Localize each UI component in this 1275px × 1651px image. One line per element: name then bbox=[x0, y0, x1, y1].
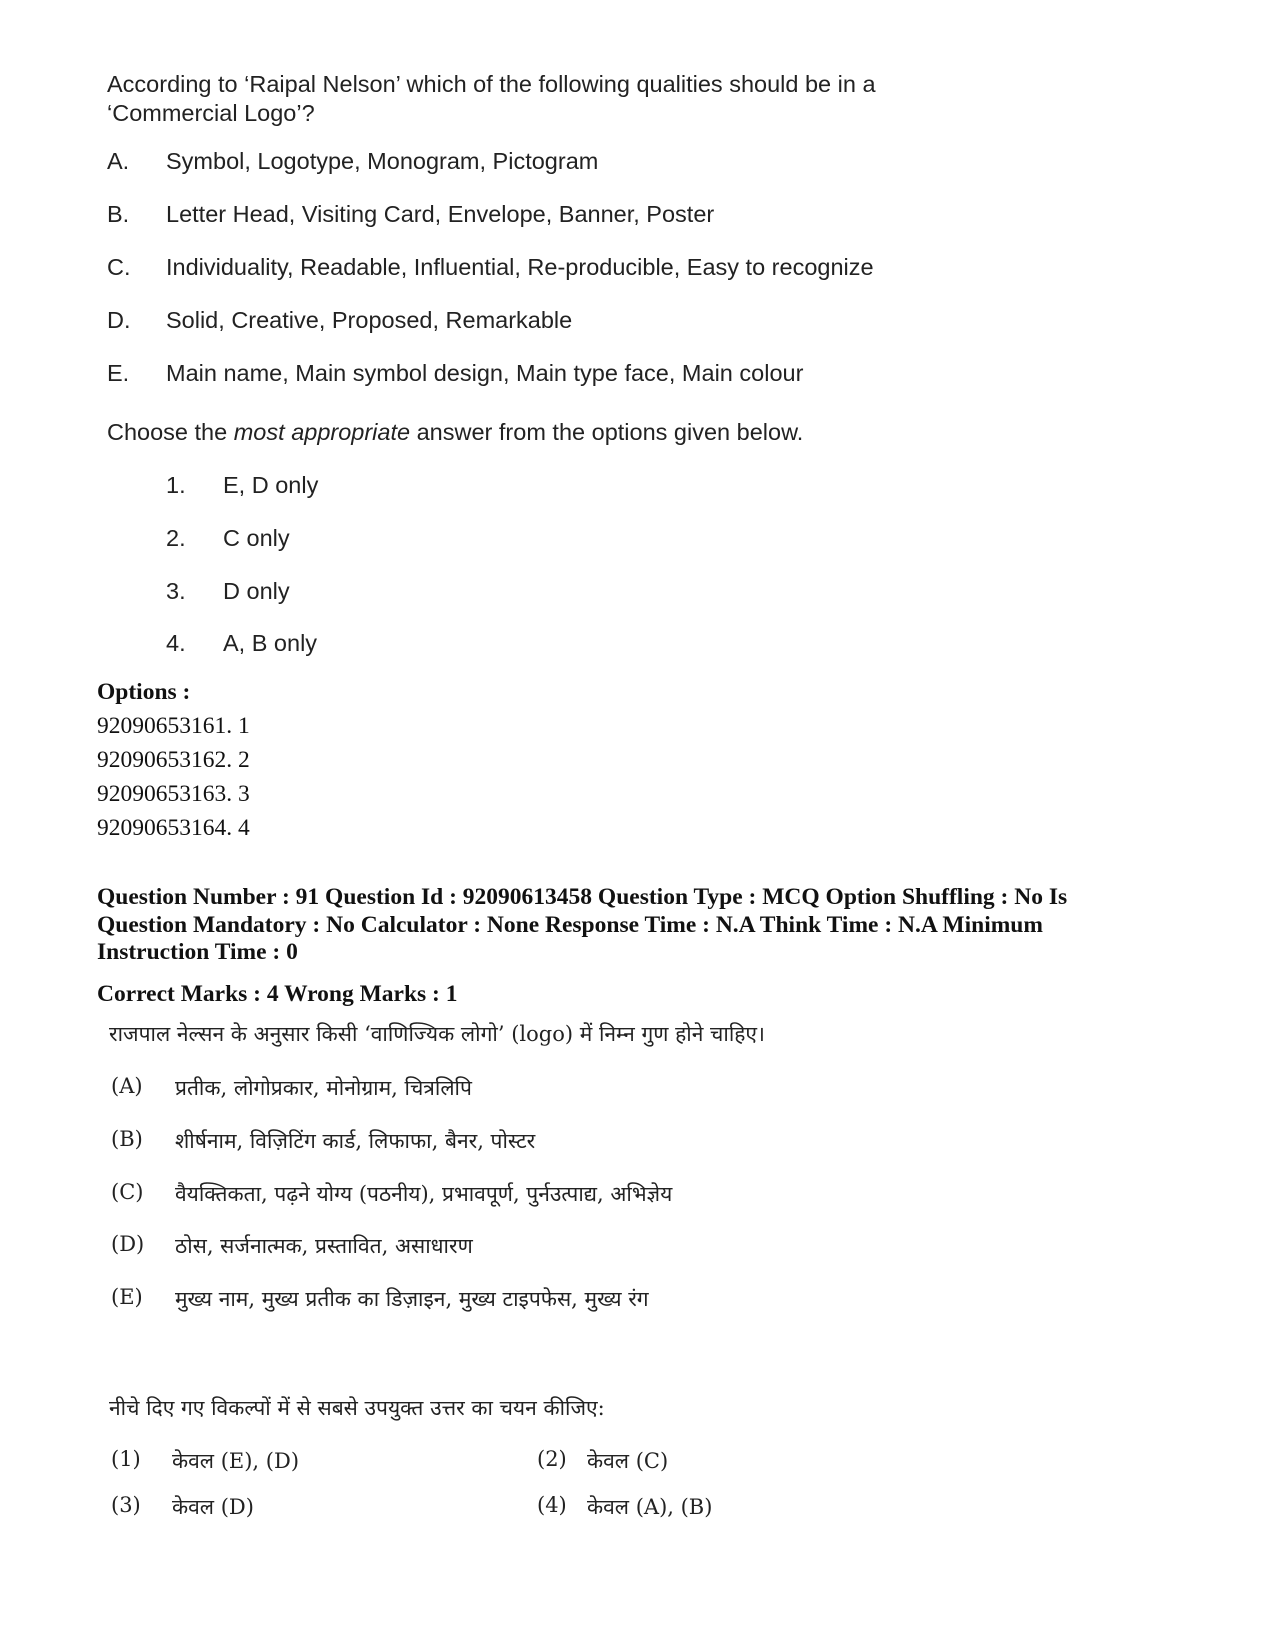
metadata-line: Question Number : 91 Question Id : 92090613458 Question Type : MCQ Option Shuffling : No Is bbox=[97, 884, 1068, 910]
option-item: 92090653164. 4 bbox=[97, 815, 250, 841]
answer-number: (3) bbox=[111, 1493, 141, 1517]
answer-number: 1. bbox=[166, 472, 186, 498]
statement-letter: B. bbox=[107, 201, 130, 227]
answer-number: (1) bbox=[111, 1447, 141, 1471]
marks-info: Correct Marks : 4 Wrong Marks : 1 bbox=[97, 981, 458, 1007]
answer-text: केवल (C) bbox=[587, 1449, 669, 1473]
choose-prefix: Choose the bbox=[107, 419, 234, 445]
answer-number: (4) bbox=[537, 1493, 567, 1517]
answer-number: (2) bbox=[537, 1447, 567, 1471]
statement-text: मुख्य नाम, मुख्य प्रतीक का डिज़ाइन, मुख्य टाइपफेस, मुख्य रंग bbox=[175, 1287, 649, 1311]
answer-text: D only bbox=[223, 578, 290, 604]
statement-text: ठोस, सर्जनात्मक, प्रस्तावित, असाधारण bbox=[175, 1234, 473, 1258]
option-item: 92090653162. 2 bbox=[97, 747, 250, 773]
statement-letter: A. bbox=[107, 148, 130, 174]
statement-letter: (C) bbox=[111, 1180, 144, 1204]
question-text: According to ‘Raipal Nelson’ which of the following qualities should be in a ‘Commercial Logo’? bbox=[107, 71, 876, 126]
statement-text: Individuality, Readable, Influential, Re-producible, Easy to recognize bbox=[166, 254, 874, 280]
answer-number: 4. bbox=[166, 630, 186, 656]
statement-letter: D. bbox=[107, 307, 131, 333]
question-english bbox=[107, 70, 1007, 656]
answer-text: C only bbox=[223, 525, 290, 551]
choose-instruction bbox=[107, 418, 803, 447]
statement-text: प्रतीक, लोगोप्रकार, मोनोग्राम, चित्रलिपि bbox=[175, 1076, 472, 1100]
statement-text: शीर्षनाम, विज़िटिंग कार्ड, लिफाफा, बैनर, पोस्टर bbox=[175, 1129, 536, 1153]
answer-text: केवल (A), (B) bbox=[587, 1495, 713, 1519]
option-item: 92090653161. 1 bbox=[97, 713, 250, 739]
statement-letter: (D) bbox=[111, 1232, 145, 1256]
answer-text: E, D only bbox=[223, 472, 319, 498]
answer-text: A, B only bbox=[223, 630, 318, 656]
statement-text: Symbol, Logotype, Monogram, Pictogram bbox=[166, 148, 599, 174]
statement-letter: (A) bbox=[111, 1074, 143, 1098]
statement-text: वैयक्तिकता, पढ़ने योग्य (पठनीय), प्रभावपूर्ण, पुर्नउत्पाद्य, अभिज्ञेय bbox=[175, 1182, 673, 1206]
statement-text: Letter Head, Visiting Card, Envelope, Banner, Poster bbox=[166, 201, 715, 227]
question-text-hindi: राजपाल नेल्सन के अनुसार किसी ‘वाणिज्यिक लोगो’ (logo) में निम्न गुण होने चाहिए। bbox=[109, 1022, 765, 1046]
statement-text: Solid, Creative, Proposed, Remarkable bbox=[166, 307, 573, 333]
answer-text: केवल (D) bbox=[172, 1495, 254, 1519]
answer-text: केवल (E), (D) bbox=[172, 1449, 300, 1473]
metadata-line: Question Mandatory : No Calculator : None Response Time : N.A Think Time : N.A Minimum bbox=[97, 911, 1043, 938]
answer-number: 2. bbox=[166, 525, 186, 551]
statement-letter: (E) bbox=[111, 1285, 143, 1309]
statement-letter: C. bbox=[107, 254, 131, 280]
choose-emphasis: most appropriate bbox=[233, 419, 411, 445]
statement-text: Main name, Main symbol design, Main type face, Main colour bbox=[166, 360, 804, 386]
statement-letter: E. bbox=[107, 360, 130, 386]
option-item: 92090653163. 3 bbox=[97, 781, 250, 807]
choose-suffix: answer from the options given below. bbox=[410, 419, 804, 445]
answer-number: 3. bbox=[166, 578, 186, 604]
choose-instruction-hindi: नीचे दिए गए विकल्पों में से सबसे उपयुक्त उत्तर का चयन कीजिए: bbox=[109, 1396, 605, 1420]
options-heading: Options : bbox=[97, 679, 191, 705]
statement-letter: (B) bbox=[111, 1127, 143, 1151]
question-metadata bbox=[97, 884, 1187, 967]
metadata-line: Instruction Time : 0 bbox=[97, 939, 298, 965]
options-block bbox=[97, 675, 250, 845]
